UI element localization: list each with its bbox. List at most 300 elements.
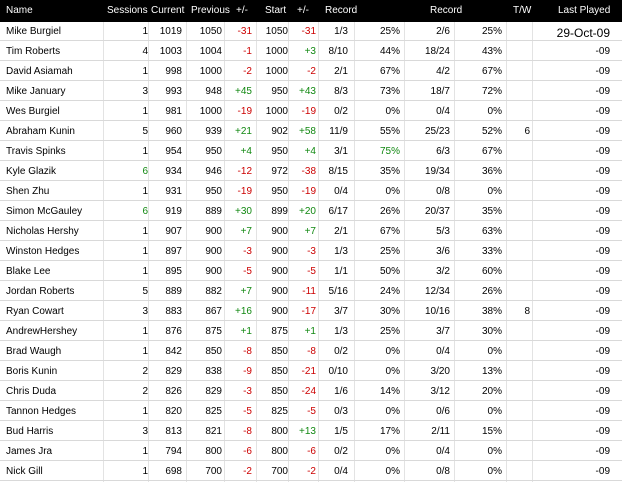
cell-record1: 0/4 xyxy=(334,186,348,197)
column-divider xyxy=(186,202,187,222)
cell-previous: 1000 xyxy=(199,106,222,117)
column-divider xyxy=(404,82,405,102)
column-divider xyxy=(532,462,533,482)
column-divider xyxy=(318,462,319,482)
column-divider xyxy=(506,142,507,162)
column-divider xyxy=(454,302,455,322)
row-divider xyxy=(0,260,622,261)
cell-last-played: -09 xyxy=(595,466,610,477)
table-row[interactable] xyxy=(0,302,622,322)
column-divider xyxy=(186,22,187,42)
cell-sessions: 3 xyxy=(142,86,148,97)
column-divider xyxy=(224,282,225,302)
cell-pct2: 0% xyxy=(487,346,502,357)
column-divider xyxy=(186,82,187,102)
column-divider xyxy=(224,442,225,462)
cell-record1: 0/2 xyxy=(334,106,348,117)
cell-previous: 900 xyxy=(205,246,222,257)
cell-current: 1019 xyxy=(159,26,182,37)
column-header-diff-start[interactable]: +/- xyxy=(297,5,309,16)
column-divider xyxy=(532,222,533,242)
column-divider xyxy=(354,422,355,442)
table-row[interactable] xyxy=(0,282,622,302)
cell-previous: 1000 xyxy=(199,66,222,77)
column-divider xyxy=(186,362,187,382)
column-divider xyxy=(256,62,257,82)
column-header-start[interactable]: Start xyxy=(265,5,287,16)
cell-diff2: -21 xyxy=(301,366,316,377)
cell-diff1: -6 xyxy=(243,446,252,457)
cell-last-played: 29-Oct-09 xyxy=(556,26,610,40)
cell-diff1: +16 xyxy=(235,306,252,317)
column-divider xyxy=(148,222,149,242)
column-divider xyxy=(404,22,405,42)
column-divider xyxy=(354,182,355,202)
cell-current: 895 xyxy=(165,266,182,277)
column-divider xyxy=(256,382,257,402)
column-divider xyxy=(186,102,187,122)
cell-sessions: 3 xyxy=(142,306,148,317)
cell-sessions: 1 xyxy=(142,246,148,257)
cell-start: 900 xyxy=(271,246,288,257)
column-divider xyxy=(354,442,355,462)
column-header-diff-previous[interactable]: +/- xyxy=(236,5,248,16)
cell-sessions: 6 xyxy=(142,206,148,217)
column-divider xyxy=(318,122,319,142)
cell-pct1: 0% xyxy=(385,406,400,417)
cell-record1: 0/4 xyxy=(334,466,348,477)
column-divider xyxy=(506,222,507,242)
row-divider xyxy=(0,320,622,321)
column-divider xyxy=(186,262,187,282)
column-divider xyxy=(224,42,225,62)
column-divider xyxy=(506,42,507,62)
cell-last-played: -09 xyxy=(595,166,610,177)
column-header-name[interactable]: Name xyxy=(6,5,33,16)
row-divider xyxy=(0,220,622,221)
column-divider xyxy=(354,202,355,222)
cell-current: 820 xyxy=(165,406,182,417)
cell-current: 919 xyxy=(165,206,182,217)
column-divider xyxy=(288,282,289,302)
cell-diff2: +43 xyxy=(299,86,316,97)
column-divider xyxy=(506,182,507,202)
cell-record2: 0/8 xyxy=(436,466,450,477)
column-divider xyxy=(288,62,289,82)
cell-tw: 6 xyxy=(524,126,530,137)
column-divider xyxy=(354,402,355,422)
cell-start: 950 xyxy=(271,146,288,157)
column-divider xyxy=(224,82,225,102)
cell-current: 889 xyxy=(165,286,182,297)
cell-record1: 0/2 xyxy=(334,346,348,357)
column-divider xyxy=(506,302,507,322)
column-divider xyxy=(186,462,187,482)
cell-pct1: 67% xyxy=(379,66,400,77)
cell-pct1: 25% xyxy=(379,326,400,337)
cell-current: 1003 xyxy=(159,46,182,57)
cell-current: 883 xyxy=(165,306,182,317)
column-divider xyxy=(224,202,225,222)
cell-current: 794 xyxy=(165,446,182,457)
cell-last-played: -09 xyxy=(595,386,610,397)
column-divider xyxy=(354,382,355,402)
column-divider xyxy=(256,122,257,142)
cell-last-played: -09 xyxy=(595,46,610,57)
column-divider xyxy=(506,62,507,82)
cell-sessions: 5 xyxy=(142,286,148,297)
column-divider xyxy=(454,42,455,62)
cell-diff2: -5 xyxy=(307,266,316,277)
column-divider xyxy=(404,342,405,362)
cell-last-played: -09 xyxy=(595,286,610,297)
column-divider xyxy=(506,162,507,182)
column-divider xyxy=(186,162,187,182)
column-divider xyxy=(148,202,149,222)
column-divider xyxy=(506,122,507,142)
column-divider xyxy=(354,242,355,262)
column-divider xyxy=(256,242,257,262)
column-divider xyxy=(103,402,104,422)
column-divider xyxy=(532,82,533,102)
row-divider xyxy=(0,240,622,241)
cell-previous: 946 xyxy=(205,166,222,177)
table-row[interactable] xyxy=(0,102,622,122)
column-divider xyxy=(186,382,187,402)
cell-record2: 3/7 xyxy=(436,326,450,337)
column-divider xyxy=(186,422,187,442)
cell-diff1: -19 xyxy=(237,186,252,197)
cell-name: Nick Gill xyxy=(6,466,43,477)
column-divider xyxy=(506,22,507,42)
column-divider xyxy=(103,362,104,382)
column-divider xyxy=(148,442,149,462)
column-divider xyxy=(506,402,507,422)
column-divider xyxy=(186,182,187,202)
cell-previous: 882 xyxy=(205,286,222,297)
column-divider xyxy=(103,322,104,342)
column-divider xyxy=(288,342,289,362)
column-divider xyxy=(224,262,225,282)
column-divider xyxy=(454,202,455,222)
column-divider xyxy=(103,442,104,462)
cell-name: Winston Hedges xyxy=(6,246,80,257)
cell-pct2: 0% xyxy=(487,466,502,477)
cell-previous: 867 xyxy=(205,306,222,317)
column-divider xyxy=(532,62,533,82)
column-divider xyxy=(318,302,319,322)
column-divider xyxy=(148,102,149,122)
column-divider xyxy=(288,22,289,42)
column-divider xyxy=(103,162,104,182)
cell-pct2: 0% xyxy=(487,446,502,457)
column-divider xyxy=(354,102,355,122)
row-divider xyxy=(0,80,622,81)
cell-diff2: -2 xyxy=(307,466,316,477)
column-divider xyxy=(224,362,225,382)
cell-tw: 8 xyxy=(524,306,530,317)
column-divider xyxy=(288,82,289,102)
row-divider xyxy=(0,460,622,461)
cell-pct1: 0% xyxy=(385,106,400,117)
cell-start: 700 xyxy=(271,466,288,477)
cell-current: 960 xyxy=(165,126,182,137)
cell-previous: 1050 xyxy=(199,26,222,37)
cell-pct1: 0% xyxy=(385,366,400,377)
cell-previous: 829 xyxy=(205,386,222,397)
cell-previous: 850 xyxy=(205,346,222,357)
column-divider xyxy=(404,182,405,202)
column-divider xyxy=(103,222,104,242)
column-header-record[interactable]: Record xyxy=(325,5,358,16)
cell-diff2: -38 xyxy=(301,166,316,177)
cell-previous: 800 xyxy=(205,446,222,457)
cell-diff2: +7 xyxy=(304,226,316,237)
table-row[interactable] xyxy=(0,422,622,442)
column-header-current[interactable]: Current xyxy=(151,5,185,16)
cell-pct2: 36% xyxy=(481,166,502,177)
table-row[interactable] xyxy=(0,362,622,382)
table-row[interactable] xyxy=(0,182,622,202)
cell-pct2: 43% xyxy=(481,46,502,57)
cell-record1: 5/16 xyxy=(328,286,348,297)
column-divider xyxy=(186,142,187,162)
column-divider xyxy=(506,362,507,382)
cell-record1: 11/9 xyxy=(329,126,348,137)
column-divider xyxy=(224,382,225,402)
cell-record2: 0/4 xyxy=(436,346,450,357)
column-divider xyxy=(148,402,149,422)
column-divider xyxy=(532,442,533,462)
cell-pct2: 25% xyxy=(481,26,502,37)
cell-record2: 3/6 xyxy=(436,246,450,257)
column-header-previous[interactable]: Previous xyxy=(191,5,230,16)
column-divider xyxy=(256,322,257,342)
cell-start: 972 xyxy=(271,166,288,177)
table-row[interactable] xyxy=(0,462,622,482)
cell-sessions: 1 xyxy=(142,66,148,77)
column-divider xyxy=(532,42,533,62)
column-divider xyxy=(256,302,257,322)
column-divider xyxy=(148,262,149,282)
cell-record1: 3/7 xyxy=(334,306,348,317)
column-divider xyxy=(224,222,225,242)
column-divider xyxy=(224,122,225,142)
column-divider xyxy=(103,302,104,322)
cell-record2: 18/7 xyxy=(430,86,450,97)
column-divider xyxy=(288,122,289,142)
table-row[interactable] xyxy=(0,202,622,222)
cell-sessions: 1 xyxy=(142,226,148,237)
column-divider xyxy=(256,142,257,162)
cell-record1: 8/15 xyxy=(328,166,348,177)
table-row[interactable] xyxy=(0,242,622,262)
row-divider xyxy=(0,120,622,121)
column-header-last-played[interactable]: Last Played xyxy=(558,5,611,16)
cell-pct1: 25% xyxy=(379,26,400,37)
cell-diff2: +20 xyxy=(299,206,316,217)
cell-diff1: -8 xyxy=(243,346,252,357)
column-divider xyxy=(256,202,257,222)
cell-start: 800 xyxy=(271,446,288,457)
column-divider xyxy=(148,362,149,382)
column-header-record-total[interactable]: Record xyxy=(430,5,463,16)
cell-record1: 8/10 xyxy=(328,46,348,57)
cell-pct2: 67% xyxy=(481,146,502,157)
column-divider xyxy=(404,322,405,342)
table-row[interactable] xyxy=(0,342,622,362)
column-divider xyxy=(506,282,507,302)
column-divider xyxy=(532,302,533,322)
cell-diff2: +1 xyxy=(304,326,316,337)
cell-last-played: -09 xyxy=(595,326,610,337)
cell-current: 826 xyxy=(165,386,182,397)
column-divider xyxy=(354,222,355,242)
cell-pct2: 67% xyxy=(481,66,502,77)
cell-record2: 0/8 xyxy=(436,186,450,197)
table-row[interactable] xyxy=(0,42,622,62)
column-header-tw[interactable]: T/W xyxy=(513,5,532,16)
cell-pct1: 35% xyxy=(379,166,400,177)
cell-sessions: 1 xyxy=(142,346,148,357)
table-row[interactable] xyxy=(0,142,622,162)
column-divider xyxy=(454,22,455,42)
column-divider xyxy=(103,62,104,82)
cell-record2: 10/16 xyxy=(424,306,450,317)
column-header-sessions[interactable]: Sessions xyxy=(107,5,148,16)
row-divider xyxy=(0,180,622,181)
cell-diff1: +7 xyxy=(240,286,252,297)
cell-name: Ryan Cowart xyxy=(6,306,64,317)
column-divider xyxy=(318,382,319,402)
column-divider xyxy=(506,322,507,342)
cell-name: James Jra xyxy=(6,446,53,457)
cell-pct1: 75% xyxy=(379,146,400,157)
table-row[interactable] xyxy=(0,162,622,182)
cell-record2: 6/3 xyxy=(436,146,450,157)
cell-start: 1000 xyxy=(265,106,288,117)
table-row[interactable] xyxy=(0,322,622,342)
cell-last-played: -09 xyxy=(595,186,610,197)
row-divider xyxy=(0,340,622,341)
cell-start: 900 xyxy=(271,306,288,317)
cell-previous: 825 xyxy=(205,406,222,417)
column-divider xyxy=(148,342,149,362)
column-divider xyxy=(532,182,533,202)
column-divider xyxy=(148,142,149,162)
column-divider xyxy=(318,322,319,342)
column-divider xyxy=(148,62,149,82)
table-row[interactable] xyxy=(0,222,622,242)
row-divider xyxy=(0,300,622,301)
cell-last-played: -09 xyxy=(595,446,610,457)
column-divider xyxy=(288,422,289,442)
column-divider xyxy=(532,122,533,142)
column-divider xyxy=(354,82,355,102)
table-row[interactable] xyxy=(0,82,622,102)
column-divider xyxy=(103,122,104,142)
cell-record2: 0/4 xyxy=(436,446,450,457)
column-divider xyxy=(256,282,257,302)
column-divider xyxy=(354,322,355,342)
cell-record2: 25/23 xyxy=(424,126,450,137)
cell-last-played: -09 xyxy=(595,126,610,137)
cell-sessions: 5 xyxy=(142,126,148,137)
cell-name: Tim Roberts xyxy=(6,46,61,57)
cell-diff2: -19 xyxy=(301,106,316,117)
cell-name: Boris Kunin xyxy=(6,366,58,377)
cell-diff2: -24 xyxy=(301,386,316,397)
column-divider xyxy=(318,22,319,42)
cell-diff1: -9 xyxy=(243,366,252,377)
cell-pct1: 50% xyxy=(379,266,400,277)
cell-pct2: 52% xyxy=(481,126,502,137)
column-divider xyxy=(532,202,533,222)
column-divider xyxy=(532,402,533,422)
column-divider xyxy=(148,182,149,202)
table-row[interactable] xyxy=(0,262,622,282)
cell-current: 981 xyxy=(165,106,182,117)
table-row[interactable] xyxy=(0,382,622,402)
table-row[interactable] xyxy=(0,402,622,422)
column-divider xyxy=(404,142,405,162)
table-row[interactable] xyxy=(0,22,622,42)
column-divider xyxy=(532,242,533,262)
table-row[interactable] xyxy=(0,442,622,462)
column-divider xyxy=(288,102,289,122)
column-divider xyxy=(103,202,104,222)
cell-current: 993 xyxy=(165,86,182,97)
column-divider xyxy=(532,102,533,122)
cell-diff1: +7 xyxy=(240,226,252,237)
standings-table xyxy=(0,22,622,482)
table-row[interactable] xyxy=(0,122,622,142)
table-row[interactable] xyxy=(0,62,622,82)
column-divider xyxy=(404,382,405,402)
column-divider xyxy=(148,462,149,482)
cell-current: 907 xyxy=(165,226,182,237)
column-divider xyxy=(103,102,104,122)
cell-name: Brad Waugh xyxy=(6,346,62,357)
cell-last-played: -09 xyxy=(595,106,610,117)
column-divider xyxy=(404,402,405,422)
cell-pct2: 60% xyxy=(481,266,502,277)
column-divider xyxy=(186,42,187,62)
column-divider xyxy=(103,42,104,62)
cell-pct2: 30% xyxy=(481,326,502,337)
cell-record2: 4/2 xyxy=(436,66,450,77)
column-divider xyxy=(288,222,289,242)
column-divider xyxy=(354,262,355,282)
cell-diff1: -5 xyxy=(243,266,252,277)
cell-record2: 20/37 xyxy=(424,206,450,217)
column-divider xyxy=(186,322,187,342)
column-divider xyxy=(532,282,533,302)
cell-last-played: -09 xyxy=(595,346,610,357)
column-divider xyxy=(354,42,355,62)
cell-name: Jordan Roberts xyxy=(6,286,75,297)
cell-record1: 2/1 xyxy=(334,226,348,237)
column-divider xyxy=(454,422,455,442)
cell-name: David Asiamah xyxy=(6,66,73,77)
column-divider xyxy=(256,402,257,422)
cell-start: 850 xyxy=(271,346,288,357)
cell-pct2: 35% xyxy=(481,206,502,217)
column-divider xyxy=(148,82,149,102)
column-divider xyxy=(454,262,455,282)
column-divider xyxy=(354,362,355,382)
cell-record2: 12/34 xyxy=(424,286,450,297)
